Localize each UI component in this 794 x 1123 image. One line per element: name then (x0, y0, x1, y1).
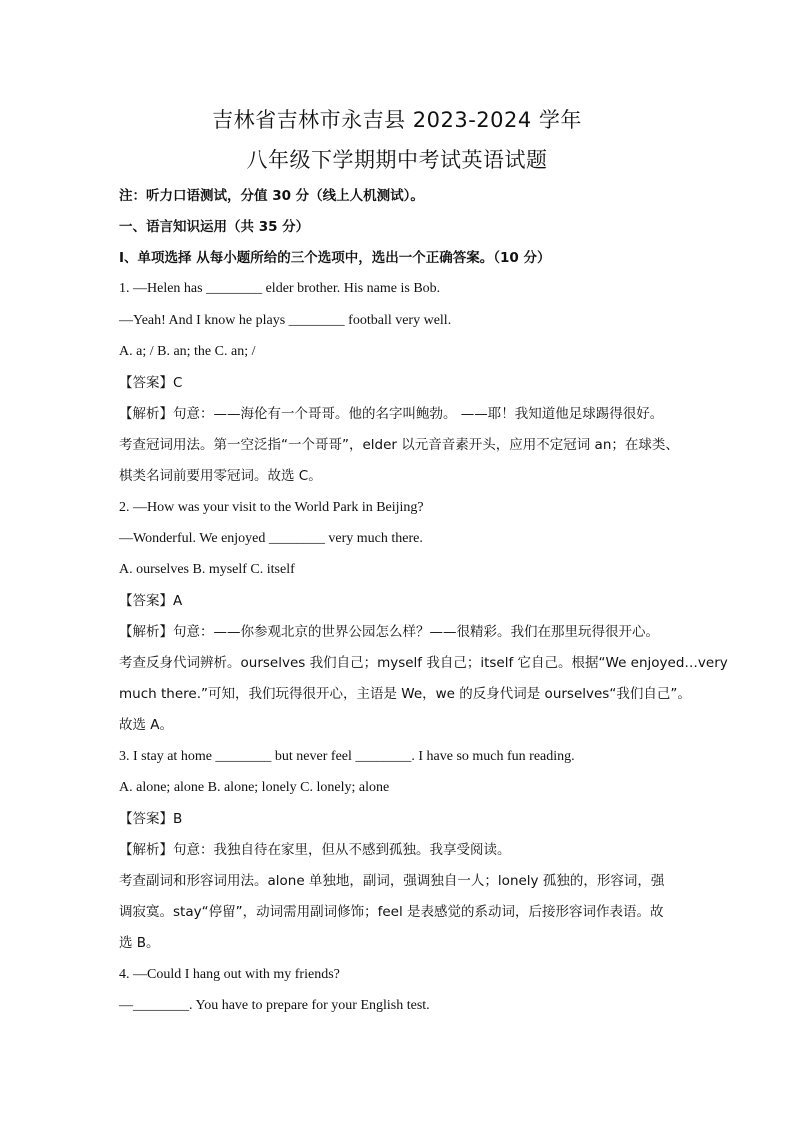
question-1-analysis-line1: 【解析】句意：——海伦有一个哥哥。他的名字叫鲍勃。 ——耶！我知道他足球踢得很好。 (119, 406, 664, 422)
question-3-analysis-line1: 【解析】句意：我独自待在家里，但从不感到孤独。我享受阅读。 (119, 842, 511, 858)
question-3-options: A. alone; alone B. alone; lonely C. lonely; alone (119, 780, 390, 795)
question-1-line1: 1. —Helen has ________ elder brother. His name is Bob. (119, 281, 441, 296)
question-1-answer: 【答案】C (119, 375, 183, 391)
question-2-analysis-line2: 考查反身代词辨析。ourselves 我们自己；myself 我自己；itself 它自己。根据“We enjoyed…very (119, 655, 728, 671)
exam-title-line1: 吉林省吉林市永吉县 2023-2024 学年 (212, 108, 582, 132)
exam-title-line2: 八年级下学期期中考试英语试题 (246, 148, 548, 172)
question-1-analysis-line3: 棋类名词前要用零冠词。故选 C。 (119, 468, 322, 484)
question-2-analysis-line3: much there.”可知，我们玩得很开心，主语是 We，we 的反身代词是 ourselves“我们自己”。 (119, 686, 691, 702)
question-4-line1: 4. —Could I hang out with my friends? (119, 967, 340, 982)
question-4-line2: —________. You have to prepare for your English test. (119, 998, 430, 1013)
question-3-analysis-line3: 调寂寞。stay“停留”，动词需用副词修饰；feel 是表感觉的系动词，后接形容词作表语。故 (119, 904, 664, 920)
section-heading: 一、语言知识运用（共 35 分） (119, 219, 310, 235)
question-2-analysis-line1: 【解析】句意：——你参观北京的世界公园怎么样？——很精彩。我们在那里玩得很开心。 (119, 624, 659, 640)
listening-note: 注：听力口语测试，分值 30 分（线上人机测试）。 (119, 188, 424, 204)
question-2-line1: 2. —How was your visit to the World Park in Beijing? (119, 500, 424, 515)
question-2-options: A. ourselves B. myself C. itself (119, 562, 295, 577)
question-3-answer: 【答案】B (119, 811, 183, 827)
part-instruction: Ⅰ、单项选择 从每小题所给的三个选项中，选出一个正确答案。（10 分） (119, 250, 551, 266)
question-1-line2: —Yeah! And I know he plays ________ football very well. (119, 313, 452, 328)
question-1-analysis-line2: 考查冠词用法。第一空泛指“一个哥哥”，elder 以元音音素开头，应用不定冠词 an；在球类、 (119, 437, 679, 453)
question-3-analysis-line2: 考查副词和形容词用法。alone 单独地，副词，强调独自一人；lonely 孤独的，形容词，强 (119, 873, 665, 889)
question-2-line2: —Wonderful. We enjoyed ________ very much there. (119, 531, 423, 546)
question-1-options: A. a; / B. an; the C. an; / (119, 344, 256, 359)
question-2-answer: 【答案】A (119, 593, 183, 609)
question-2-analysis-line4: 故选 A。 (119, 717, 174, 733)
question-3-line1: 3. I stay at home ________ but never feel ________. I have so much fun reading. (119, 749, 575, 764)
question-3-analysis-line4: 选 B。 (119, 935, 160, 951)
